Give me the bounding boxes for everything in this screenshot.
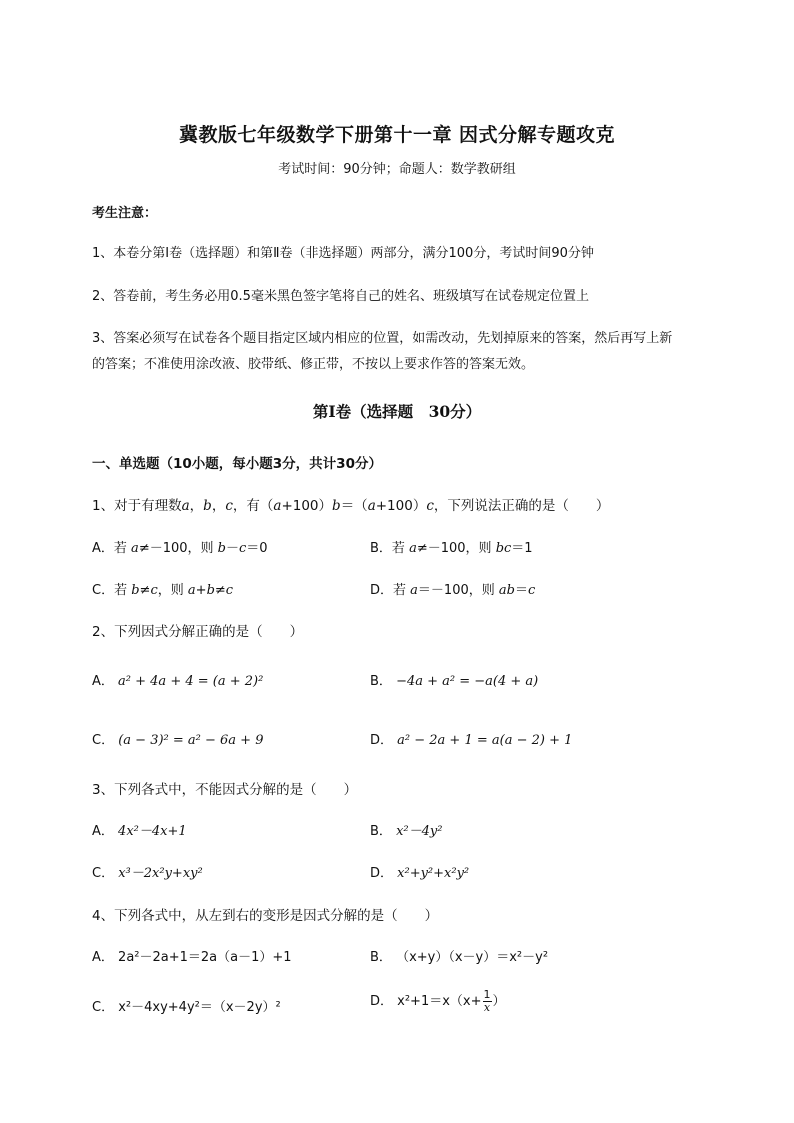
part-heading: 一、单选题（10小题，每小题3分，共计30分） [92, 456, 382, 472]
q2-option-b[interactable]: B． −4a + a² = −a(4 + a) [370, 674, 539, 689]
q2-option-d-formula: a² − 2a + 1 = a(a − 2) + 1 [397, 733, 573, 748]
q3-option-c[interactable]: C． x³－2x²y+xy² [92, 866, 203, 881]
q3-option-a[interactable]: A． 4x²－4x+1 [92, 824, 187, 839]
section-title: 第I卷（选择题 30分） [312, 402, 482, 421]
q2-option-a[interactable]: A． a² + 4a + 4 = (a + 2)² [92, 674, 264, 689]
q2-option-b-formula: −4a + a² = −a(4 + a) [396, 674, 539, 689]
q1-option-b[interactable]: B．若 a≠－100，则 bc＝1 [370, 541, 533, 556]
q1-option-c[interactable]: C．若 b≠c，则 a+b≠c [92, 583, 234, 598]
question-2-stem: 2、下列因式分解正确的是（ ） [92, 624, 304, 640]
notice-item: 3、答案必须写在试卷各个题目指定区域内相应的位置，如需改动，先划掉原来的答案，然后再写上新 [92, 331, 673, 346]
q2-option-a-formula: a² + 4a + 4 = (a + 2)² [118, 674, 264, 689]
q1-option-d[interactable]: D．若 a＝－100，则 ab＝c [370, 583, 536, 598]
exam-subtitle: 考试时间：90分钟；命题人：数学教研组 [278, 162, 516, 177]
q2-option-d[interactable]: D． a² − 2a + 1 = a(a − 2) + 1 [370, 733, 573, 748]
question-3-stem: 3、下列各式中，不能因式分解的是（ ） [92, 782, 358, 798]
q4-option-a[interactable]: A． 2a²－2a+1＝2a（a－1）+1 [92, 950, 292, 965]
q4-option-d[interactable]: D． x²+1＝x（x+ $\frac{1}{x}$ ） [370, 988, 506, 1014]
q1-option-a[interactable]: A．若 a≠－100，则 b－c＝0 [92, 541, 268, 556]
q3-option-b[interactable]: B． x²－4y² [370, 824, 443, 839]
question-1-stem: 1、对于有理数a，b，c，有（a+100）b＝（a+100）c，下列说法正确的是（ ） [92, 498, 610, 514]
page-title: 冀教版七年级数学下册第十一章 因式分解专题攻克 [178, 124, 616, 146]
notice-heading: 考生注意： [92, 206, 158, 221]
fraction: $\frac{1}{x}$ [483, 988, 491, 1014]
q4-option-c[interactable]: C． x²－4xy+4y²＝（x－2y）² [92, 1000, 281, 1015]
notice-item: 2、答卷前，考生务必用0.5毫米黑色签字笔将自己的姓名、班级填写在试卷规定位置上 [92, 289, 589, 304]
q2-option-c[interactable]: C． (a − 3)² = a² − 6a + 9 [92, 733, 264, 748]
notice-item-continued: 的答案；不准使用涂改液、胶带纸、修正带，不按以上要求作答的答案无效。 [92, 357, 535, 372]
q2-option-c-formula: (a − 3)² = a² − 6a + 9 [118, 733, 264, 748]
question-4-stem: 4、下列各式中，从左到右的变形是因式分解的是（ ） [92, 908, 439, 924]
notice-item: 1、本卷分第I卷（选择题）和第Ⅱ卷（非选择题）两部分，满分100分，考试时间90分钟 [92, 246, 594, 261]
q3-option-d[interactable]: D． x²+y²+x²y² [370, 866, 470, 881]
q4-option-b[interactable]: B． （x+y）（x－y）＝x²－y² [370, 950, 549, 965]
